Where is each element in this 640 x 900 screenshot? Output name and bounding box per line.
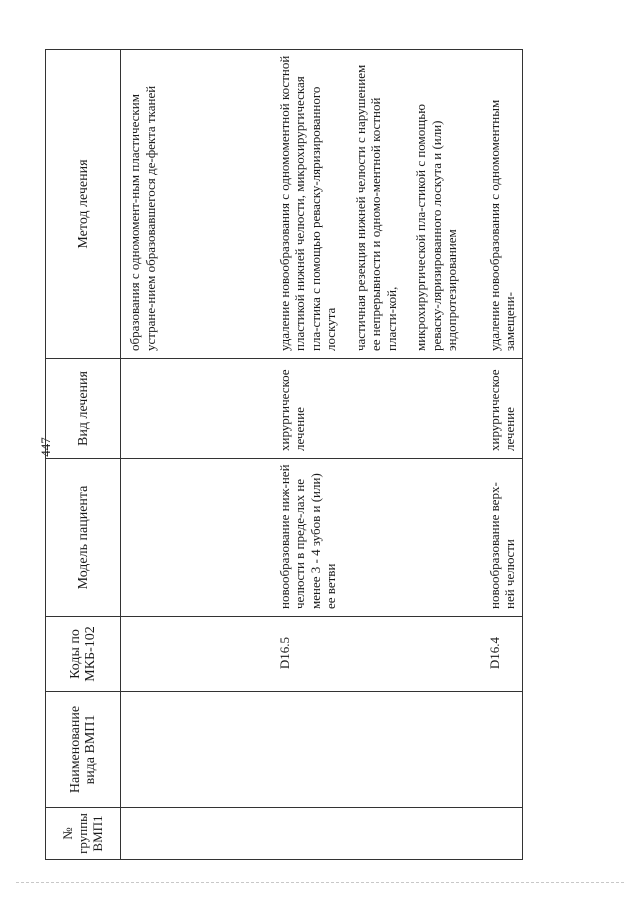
rotated-page-content bbox=[45, 50, 525, 860]
page-number: 447 bbox=[38, 437, 53, 457]
cell-treatment-type: хирургическое лечение bbox=[481, 359, 523, 459]
cell-name bbox=[121, 692, 271, 808]
cell-name bbox=[271, 692, 481, 808]
method-text: частичная резекция нижней челюсти с нарушением ее непрерывности и одномо-ментной костной пласти-кой, bbox=[352, 64, 399, 351]
table-row bbox=[271, 50, 481, 860]
header-icd-codes: Коды по МКБ-102 bbox=[46, 617, 121, 692]
header-treatment-type: Вид лечения bbox=[46, 359, 121, 459]
method-text: удаление новообразования с одномоментным замещени- bbox=[486, 99, 517, 351]
table-row bbox=[121, 50, 271, 860]
cell-group bbox=[121, 808, 271, 860]
header-treatment-method: Метод лечения bbox=[46, 50, 121, 359]
cell-group bbox=[481, 808, 523, 860]
scan-edge-line bbox=[16, 882, 624, 885]
cell-methods bbox=[121, 50, 271, 359]
method-text: образования с одномомент-ным пластическим устране-нием образовавшегося де-фекта тканей bbox=[127, 85, 158, 351]
header-group-number: № группы ВМП1 bbox=[46, 808, 121, 860]
header-vmp-name: Наименование вида ВМП1 bbox=[46, 692, 121, 808]
table-row bbox=[481, 50, 523, 860]
cell-name bbox=[481, 692, 523, 808]
cell-treatment-type bbox=[121, 359, 271, 459]
method-text: удаление новообразования с одномоментной костной пластикой нижней челюсти, микрохирургическая пла-стика с помощью реваску-ляризированного лоскута bbox=[276, 55, 338, 351]
cell-methods bbox=[481, 50, 523, 359]
cell-patient-model bbox=[121, 459, 271, 617]
treatment-table bbox=[45, 49, 523, 860]
method-text: микрохирургической пла-стикой с помощью реваску-ляризированного лоскута и (или) эндопротезированием bbox=[413, 104, 459, 351]
cell-patient-model: новообразование верх-ней челюсти bbox=[481, 459, 523, 617]
cell-patient-model: новообразование ниж-ней челюсти в преде-лах не менее 3 - 4 зубов и (или) ее ветви bbox=[271, 459, 481, 617]
cell-code: D16.5 bbox=[271, 617, 481, 692]
table-header-row bbox=[46, 50, 121, 860]
method-gap bbox=[399, 55, 413, 351]
cell-treatment-type: хирургическое лечение bbox=[271, 359, 481, 459]
header-patient-model: Модель пациента bbox=[46, 459, 121, 617]
method-gap bbox=[339, 55, 353, 351]
cell-group bbox=[271, 808, 481, 860]
cell-methods bbox=[271, 50, 481, 359]
cell-code: D16.4 bbox=[481, 617, 523, 692]
cell-code bbox=[121, 617, 271, 692]
